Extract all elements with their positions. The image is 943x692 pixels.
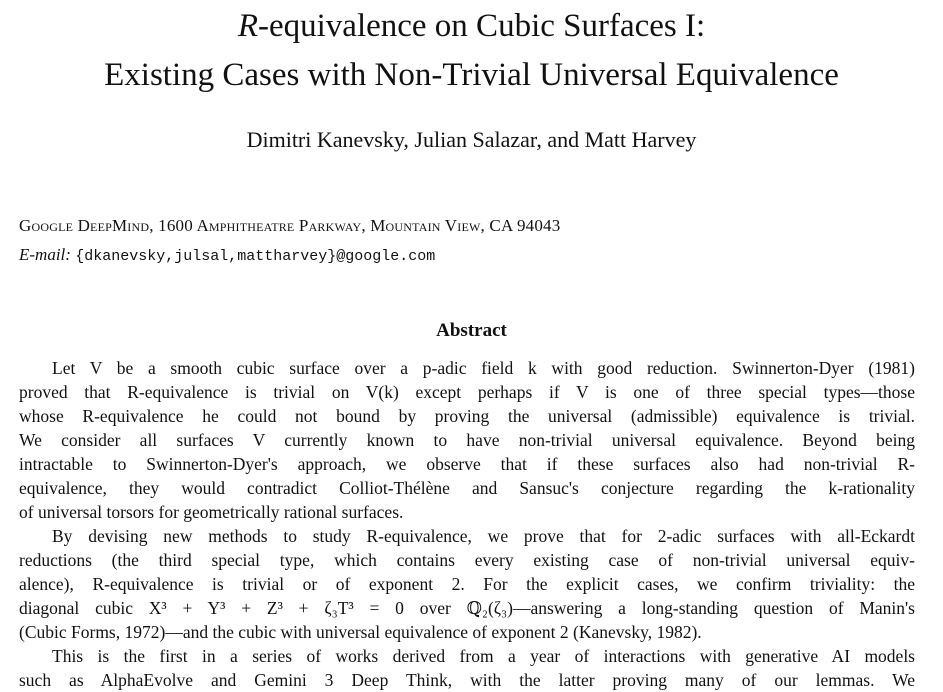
abstract-line: whose R-equivalence he could not bound by proving the universal (admissible) equivalence is trivial. xyxy=(19,406,915,426)
abstract-body xyxy=(19,356,915,692)
email-label: E-mail: xyxy=(19,245,71,264)
abstract-line: equivalence, they would contradict Colliot-Thélène and Sansuc's conjecture regarding the k-rationality xyxy=(19,478,915,498)
title-math-symbol: R xyxy=(237,8,258,44)
abstract-line: diagonal cubic X³ + Y³ + Z³ + ζ₃T³ = 0 over ℚ₂(ζ₃)—answering a long-standing question of Manin's xyxy=(19,598,915,618)
author-list: Dimitri Kanevsky, Julian Salazar, and Matt Harvey xyxy=(246,127,697,152)
abstract-line: alence), R-equivalence is trivial or of exponent 2. For the explicit cases, we confirm triviality: the xyxy=(19,574,915,594)
email-address: {dkanevsky,julsal,mattharvey}@google.com xyxy=(75,248,436,265)
email-line xyxy=(19,244,435,268)
abstract-heading: Abstract xyxy=(436,320,507,341)
title-line-1-text: -equivalence on Cubic Surfaces I: xyxy=(258,8,706,44)
abstract-line: This is the first in a series of works derived from a year of interactions with generative AI models xyxy=(52,646,915,666)
abstract-line: We consider all surfaces V currently known to have non-trivial universal equivalence. Beyond being xyxy=(19,430,915,450)
abstract-line: proved that R-equivalence is trivial on V(k) except perhaps if V is one of three special types—those xyxy=(19,382,915,402)
paper-title-line-2: Existing Cases with Non-Trivial Universal Equivalence xyxy=(104,57,839,93)
abstract-line: (Cubic Forms, 1972)—and the cubic with universal equivalence of exponent 2 (Kanevsky, 1982). xyxy=(19,622,702,642)
abstract-line: such as AlphaEvolve and Gemini 3 Deep Think, with the latter proving many of our lemmas. We xyxy=(19,670,915,690)
abstract-line: intractable to Swinnerton-Dyer's approach, we observe that if these surfaces also had non-trivial R- xyxy=(19,454,915,474)
abstract-line: reductions (the third special type, which contains every existing case of non-trivial universal equiv- xyxy=(19,550,915,570)
affiliation: Google DeepMind, 1600 Amphitheatre Parkway, Mountain View, CA 94043 xyxy=(19,216,561,235)
abstract-line: Let V be a smooth cubic surface over a p-adic field k with good reduction. Swinnerton-Dyer (1981) xyxy=(52,358,915,378)
abstract-line: of universal torsors for geometrically rational surfaces. xyxy=(19,502,404,522)
abstract-line: By devising new methods to study R-equivalence, we prove that for 2-adic surfaces with all-Eckardt xyxy=(52,526,915,546)
paper-title-line-1 xyxy=(0,8,943,44)
